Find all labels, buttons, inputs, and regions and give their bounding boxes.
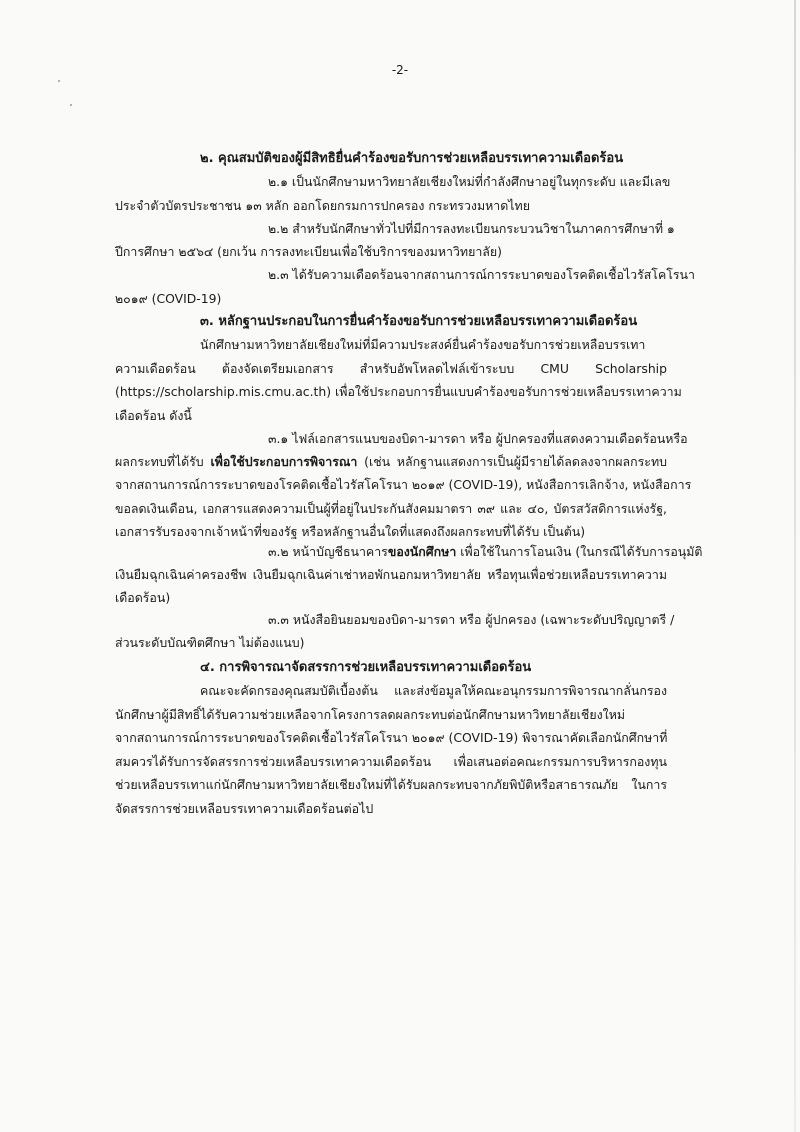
section-3-item-3-continuation: ส่วนระดับบัณฑิตศึกษา ไม่ต้องแนบ) [115,635,305,650]
section-3-item-2-first-line: ๓.๒ หน้าบัญชีธนาคารของนักศึกษา เพื่อใช้ในการโอนเงิน (ในกรณีได้รับการอนุมัติ [268,544,703,559]
section-2-item-1-continuation: ประจำตัวบัตรประชาชน ๑๓ หลัก ออกโดยกรมการปกครอง กระทรวงมหาดไทย [115,198,530,213]
page-number: -2- [391,63,409,77]
scan-speck [58,80,60,82]
section-3-item-3-first-line: ๓.๓ หนังสือยินยอมของบิดา-มารดา หรือ ผู้ปกครอง (เฉพาะระดับปริญญาตรี / [268,612,675,627]
section-2-item-2-continuation: ปีการศึกษา ๒๕๖๔ (ยกเว้น การลงทะเบียนเพื่อใช้บริการของมหาวิทยาลัย) [115,244,502,259]
section-2-item-2-first-line: ๒.๒ สำหรับนักศึกษาทั่วไปที่มีการลงทะเบียนกระบวนวิชาในภาคการศึกษาที่ ๑ [268,221,675,236]
section-2-item-3-continuation: ๒๐๑๙ (COVID-19) [115,291,222,306]
section-3-heading: ๓. หลักฐานประกอบในการยื่นคำร้องขอรับการช่วยเหลือบรรเทาความเดือดร้อน [200,314,638,329]
section-4-heading: ๔. การพิจารณาจัดสรรการช่วยเหลือบรรเทาความเดือดร้อน [200,660,532,675]
section-3-item-1-first-line: ๓.๑ ไฟล์เอกสารแนบของบิดา-มารดา หรือ ผู้ปกครองที่แสดงความเดือดร้อนหรือ [268,431,688,446]
section-4-first-line: คณะจะคัดกรองคุณสมบัติเบื้องต้น และส่งข้อมูลให้คณะอนุกรรมการพิจารณากลั่นกรอง [200,683,667,698]
scan-edge [794,0,796,1132]
section-3-item-2-body: เงินยืมฉุกเฉินค่าครองชีพ เงินยืมฉุกเฉินค่าเช่าหอพักนอกมหาวิทยาลัย หรือทุนเพื่อช่วยเหลือบรรเทาความ เดือดร้อน) [115,567,667,606]
section-2-item-1-first-line: ๒.๑ เป็นนักศึกษามหาวิทยาลัยเชียงใหม่ที่กำลังศึกษาอยู่ในทุกระดับ และมีเลข [268,174,671,189]
scan-speck [70,104,72,106]
section-4-body: นักศึกษาผู้มีสิทธิ์ได้รับความช่วยเหลือจากโครงการลดผลกระทบต่อนักศึกษามหาวิทยาลัยเชียงใหม่ จากสถานการณ์การระบาดของโรคติดเชื้อไวรัสโคโรนา ๒๐๑๙ (COVID-19) พิจารณาคัดเลือกนักศึกษาที่ สมควรได้รับการจัดสรรการช่วยเหลือบรรเทาความเดือดร้อน เพื่อเสนอต่อคณะกรรมการบริหารกองทุน ช่วยเหลือบรรเทาแก่นักศึกษามหาวิทยาลัยเชียงใหม่ที่ได้รับผลกระทบจากภัยพิบัติหรือสาธารณภัย ในการ จัดสรรการช่วยเหลือบรรเทาความเดือดร้อนต่อไป [115,707,668,816]
section-2-item-3-first-line: ๒.๓ ได้รับความเดือดร้อนจากสถานการณ์การระบาดของโรคติดเชื้อไวรัสโคโรนา [268,267,695,282]
section-2-heading: ๒. คุณสมบัติของผู้มีสิทธิยื่นคำร้องขอรับการช่วยเหลือบรรเทาความเดือดร้อน [200,151,624,166]
section-3-intro-body: ความเดือดร้อน ต้องจัดเตรียมเอกสาร สำหรับอัพโหลดไฟล์เข้าระบบ CMU Scholarship (https://scholarship.mis.cmu.ac.th) เพื่อใช้ประกอบการยื่นแบบคำร้องขอรับการช่วยเหลือบรรเทาความ เดือดร้อน ดังนี้ [115,361,682,423]
section-3-item-1-mixed-line: ผลกระทบที่ได้รับ เพื่อใช้ประกอบการพิจารณา (เช่น หลักฐานแสดงการเป็นผู้มีรายได้ลดลงจากผลกระทบ [115,454,668,469]
section-3-item-1-body: ผลกระทบที่ได้รับ เพื่อใช้ประกอบการพิจารณา (เช่น หลักฐานแสดงการเป็นผู้มีรายได้ลดลงจากผลกระทบ จากสถานการณ์การระบาดของโรคติดเชื้อไวรัสโคโรนา ๒๐๑๙ (COVID-19), หนังสือการเลิกจ้าง, หนังสือการ ขอลดเงินเดือน, เอกสารแสดงความเป็นผู้ที่อยู่ในประกันสังคมมาตรา ๓๙ และ ๔๐, บัตรสวัสดิการแห่งรัฐ, เอกสารรับรองจากเจ้าหน้าที่ของรัฐ หรือหลักฐานอื่นใดที่แสดงถึงผลกระทบที่ได้รับ เป็นต้น) [115,450,667,544]
section-3-intro-first-line: นักศึกษามหาวิทยาลัยเชียงใหม่ที่มีความประสงค์ยื่นคำร้องขอรับการช่วยเหลือบรรเทา [200,337,646,352]
